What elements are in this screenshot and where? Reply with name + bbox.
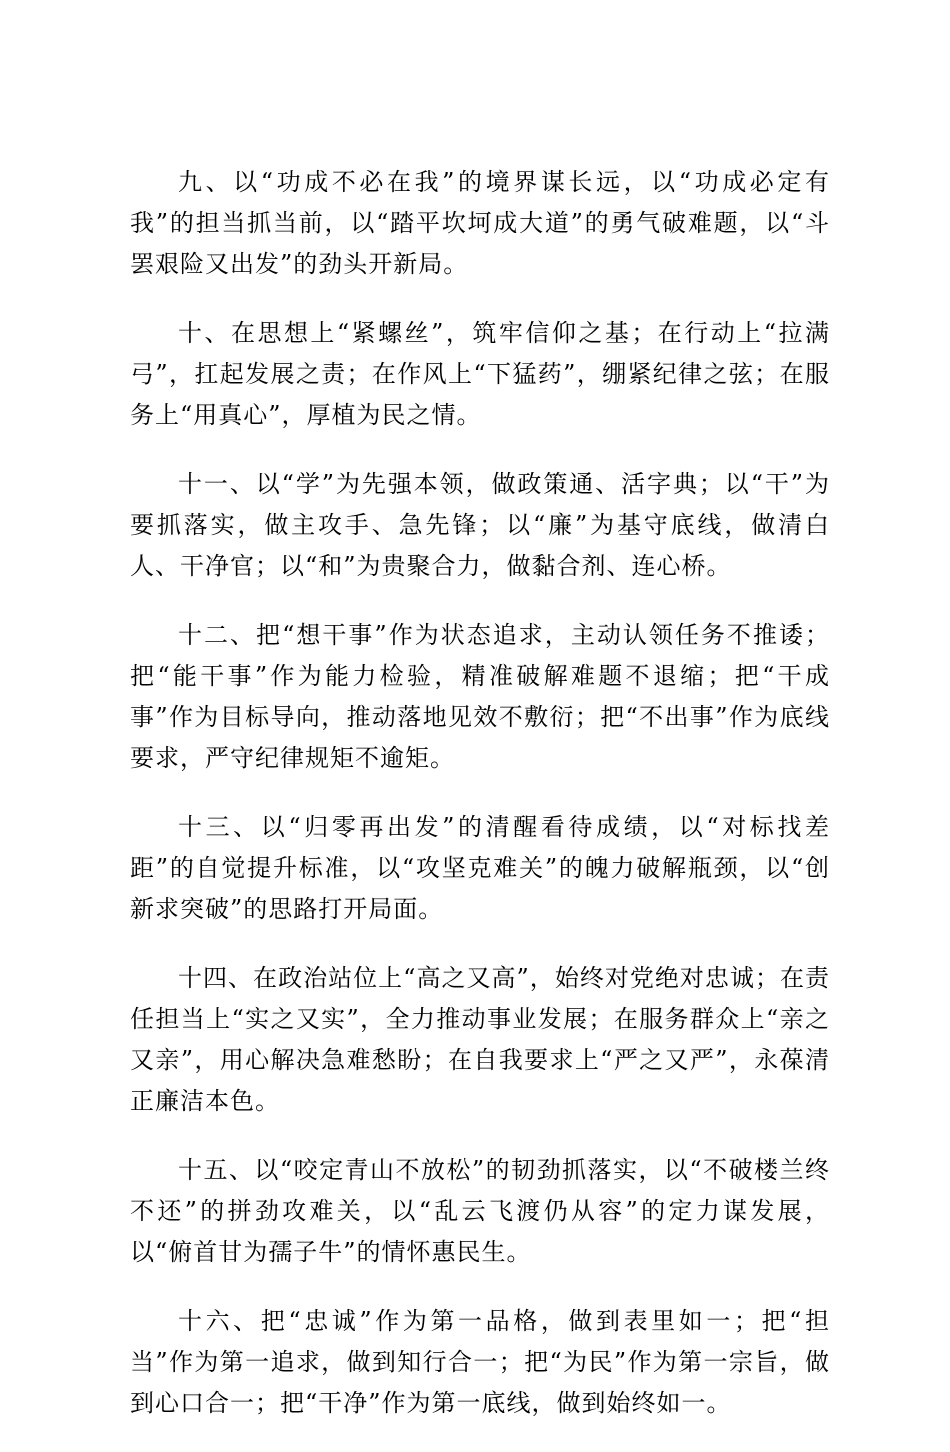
paragraph-10: 十、在思想上“紧螺丝”，筑牢信仰之基；在行动上“拉满弓”，扛起发展之责；在作风上“下猛药”，绷紧纪律之弦；在服务上“用真心”，厚植为民之情。 [130,319,830,429]
paragraph-11: 十一、以“学”为先强本领，做政策通、活字典；以“干”为要抓落实，做主攻手、急先锋；以“廉”为基守底线，做清白人、干净官；以“和”为贵聚合力，做黏合剂、连心桥。 [130,470,830,580]
paragraph-14: 十四、在政治站位上“高之又高”，始终对党绝对忠诚；在责任担当上“实之又实”，全力推动事业发展；在服务群众上“亲之又亲”，用心解决急难愁盼；在自我要求上“严之又严”，永葆清正廉洁本色。 [130,964,830,1115]
document-body [130,162,830,1452]
paragraph-15: 十五、以“咬定青山不放松”的韧劲抓落实，以“不破楼兰终不还”的拼劲攻难关，以“乱云飞渡仍从容”的定力谋发展，以“俯首甘为孺子牛”的情怀惠民生。 [130,1156,830,1266]
paragraph-16: 十六、把“忠诚”作为第一品格，做到表里如一；把“担当”作为第一追求，做到知行合一；把“为民”作为第一宗旨，做到心口合一；把“干净”作为第一底线，做到始终如一。 [130,1307,830,1417]
paragraph-13: 十三、以“归零再出发”的清醒看待成绩，以“对标找差距”的自觉提升标准，以“攻坚克难关”的魄力破解瓶颈，以“创新求突破”的思路打开局面。 [130,813,830,923]
paragraph-9: 九、以“功成不必在我”的境界谋长远，以“功成必定有我”的担当抓当前，以“踏平坎坷成大道”的勇气破难题，以“斗罢艰险又出发”的劲头开新局。 [130,168,830,278]
paragraph-12: 十二、把“想干事”作为状态追求，主动认领任务不推诿；把“能干事”作为能力检验，精准破解难题不退缩；把“干成事”作为目标导向，推动落地见效不敷衍；把“不出事”作为底线要求，严守纪律规矩不逾矩。 [130,621,830,772]
